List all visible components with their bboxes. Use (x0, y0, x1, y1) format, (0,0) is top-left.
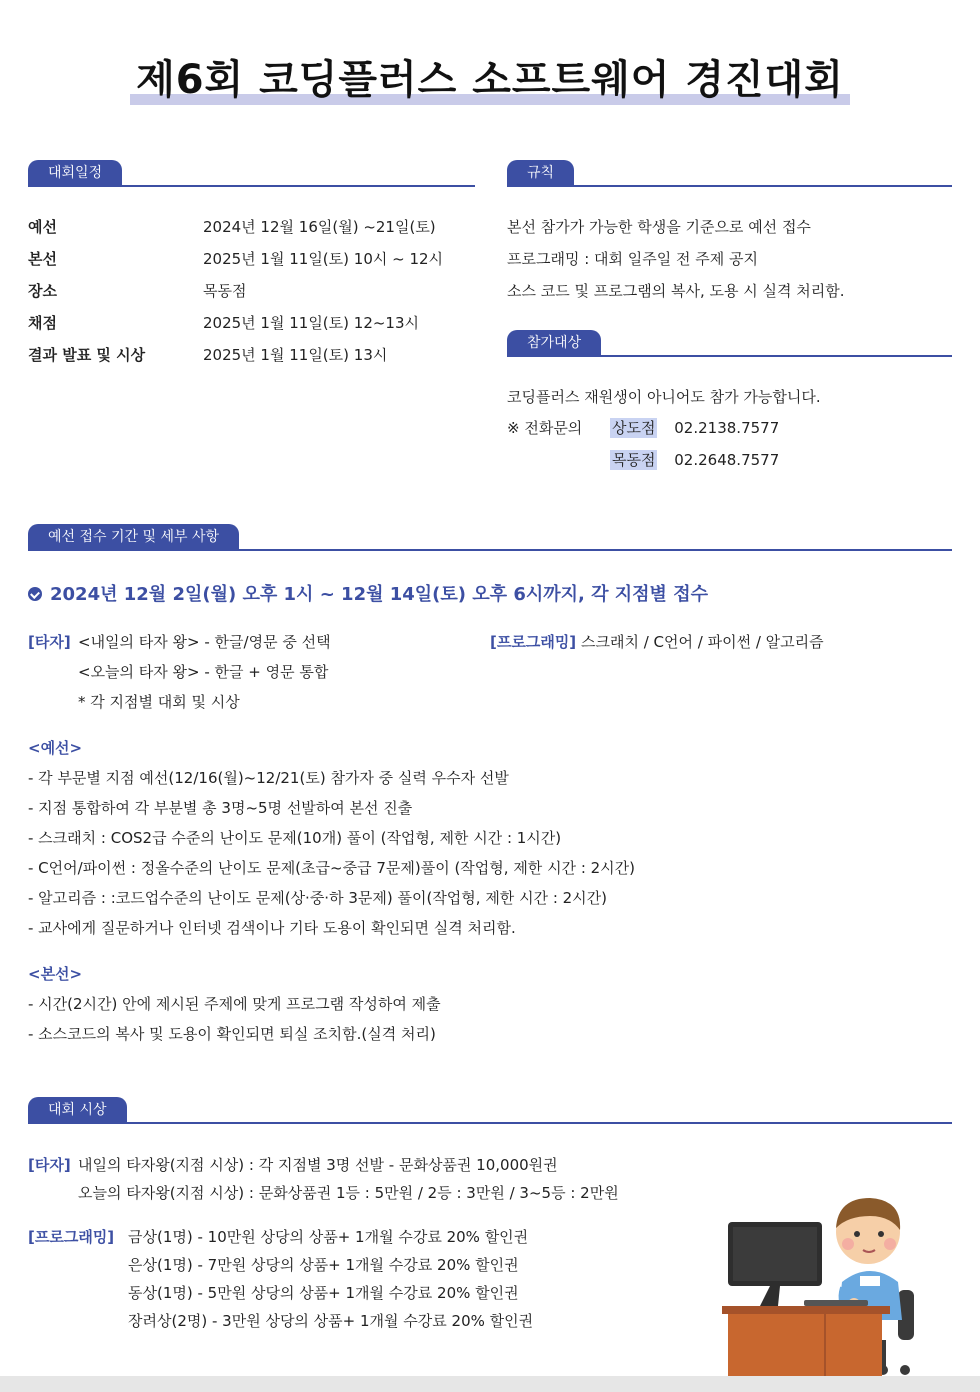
page-title: 제6회 코딩플러스 소프트웨어 경진대회 (136, 57, 844, 103)
rules-line: 프로그래밍 : 대회 일주일 전 주제 공지 (507, 250, 759, 268)
branch-phone: 02.2648.7577 (674, 451, 780, 469)
eligibility-divider (507, 355, 952, 357)
branch-phone: 02.2138.7577 (674, 419, 780, 437)
schedule-value: 목동점 (203, 282, 247, 300)
prelim-section-header (28, 524, 952, 552)
rules-heading: 규칙 (507, 160, 574, 186)
awards-programming-tag: [프로그래밍] (28, 1228, 115, 1246)
schedule-value: 2025년 1월 11일(토) 10시 ~ 12시 (203, 250, 444, 268)
prelim-headline (28, 580, 708, 606)
schedule-value: 2025년 1월 11일(토) 12~13시 (203, 314, 420, 332)
awards-divider (28, 1122, 952, 1124)
schedule-divider (28, 185, 475, 187)
prelim-line: - 알고리즘 : :코드업수준의 난이도 문제(상·중·하 3문제) 풀이(작업형, 제한 시간 : 2시간) (28, 889, 608, 907)
award-line: 동상(1명) - 5만원 상당의 상품+ 1개월 수강료 20% 할인권 (128, 1284, 519, 1302)
awards-section-header (28, 1097, 952, 1125)
branch-row (610, 449, 779, 470)
branch-name: 목동점 (612, 451, 656, 469)
rules-section-header (507, 160, 952, 188)
title-wrap (0, 48, 980, 105)
prelim-line: - 각 부문별 지점 예선(12/16(월)~12/21(토) 참가자 중 실력 우수자 선발 (28, 769, 509, 787)
schedule-label: 예선 (28, 218, 57, 236)
schedule-label: 결과 발표 및 시상 (28, 346, 146, 364)
prelim-divider (28, 549, 952, 551)
awards-typing-tag: [타자] (28, 1156, 71, 1174)
eligibility-line: 코딩플러스 재원생이 아니어도 참가 가능합니다. (507, 388, 821, 406)
branch-name: 상도점 (612, 419, 656, 437)
awards-typing-line: 내일의 타자왕(지점 시상) : 각 지점별 3명 선발 - 문화상품권 10,000원권 (78, 1156, 558, 1174)
award-line: 금상(1명) - 10만원 상당의 상품+ 1개월 수강료 20% 할인권 (128, 1228, 529, 1246)
schedule-value: 2025년 1월 11일(토) 13시 (203, 346, 388, 364)
awards-heading: 대회 시상 (28, 1097, 127, 1123)
prelim-headline-text: 2024년 12월 2일(월) 오후 1시 ~ 12월 14일(토) 오후 6시까지, 각 지점별 접수 (50, 584, 708, 605)
awards-typing-line: 오늘의 타자왕(지점 시상) : 문화상품권 1등 : 5만원 / 2등 : 3만원 / 3~5등 : 2만원 (78, 1184, 619, 1202)
prelim-line: - C언어/파이썬 : 정올수준의 난이도 문제(초급~중급 7문제)풀이 (작업형, 제한 시간 : 2시간) (28, 859, 636, 877)
programming-line: 스크래치 / C언어 / 파이썬 / 알고리즘 (581, 633, 824, 651)
typing-line: * 각 지점별 대회 및 시상 (78, 693, 240, 711)
typing-line: <내일의 타자 왕> - 한글/영문 중 선택 (78, 633, 331, 651)
schedule-heading: 대회일정 (28, 160, 122, 186)
check-circle-icon (28, 587, 42, 601)
final-subtitle: <본선> (28, 965, 83, 983)
award-line: 장려상(2명) - 3만원 상당의 상품+ 1개월 수강료 20% 할인권 (128, 1312, 534, 1330)
final-line: - 소스코드의 복사 및 도용이 확인되면 퇴실 조치함.(실격 처리) (28, 1025, 436, 1043)
student-at-computer-illustration (720, 1190, 920, 1376)
prelim-heading: 예선 접수 기간 및 세부 사항 (28, 524, 239, 550)
contact-label: ※ 전화문의 (507, 419, 583, 437)
rules-line: 소스 코드 및 프로그램의 복사, 도용 시 실격 처리함. (507, 282, 845, 300)
rules-line: 본선 참가가 가능한 학생을 기준으로 예선 접수 (507, 218, 811, 236)
prelim-line: - 스크래치 : COS2급 수준의 난이도 문제(10개) 풀이 (작업형, 제한 시간 : 1시간) (28, 829, 562, 847)
programming-tag: [프로그래밍] (490, 633, 577, 651)
eligibility-heading: 참가대상 (507, 330, 601, 356)
branch-row (610, 417, 779, 438)
typing-tag: [타자] (28, 633, 71, 651)
prelim-line: - 교사에게 질문하거나 인터넷 검색이나 기타 도용이 확인되면 실격 처리함. (28, 919, 516, 937)
prelim-subtitle: <예선> (28, 739, 83, 757)
footer-bar (0, 1376, 980, 1392)
schedule-label: 채점 (28, 314, 57, 332)
schedule-label: 본선 (28, 250, 57, 268)
rules-divider (507, 185, 952, 187)
prelim-line: - 지점 통합하여 각 부분별 총 3명~5명 선발하여 본선 진출 (28, 799, 413, 817)
final-line: - 시간(2시간) 안에 제시된 주제에 맞게 프로그램 작성하여 제출 (28, 995, 441, 1013)
award-line: 은상(1명) - 7만원 상당의 상품+ 1개월 수강료 20% 할인권 (128, 1256, 519, 1274)
typing-line: <오늘의 타자 왕> - 한글 + 영문 통합 (78, 663, 329, 681)
schedule-section-header (28, 160, 475, 188)
schedule-label: 장소 (28, 282, 57, 300)
eligibility-section-header (507, 330, 952, 358)
schedule-value: 2024년 12월 16일(월) ~21일(토) (203, 218, 436, 236)
